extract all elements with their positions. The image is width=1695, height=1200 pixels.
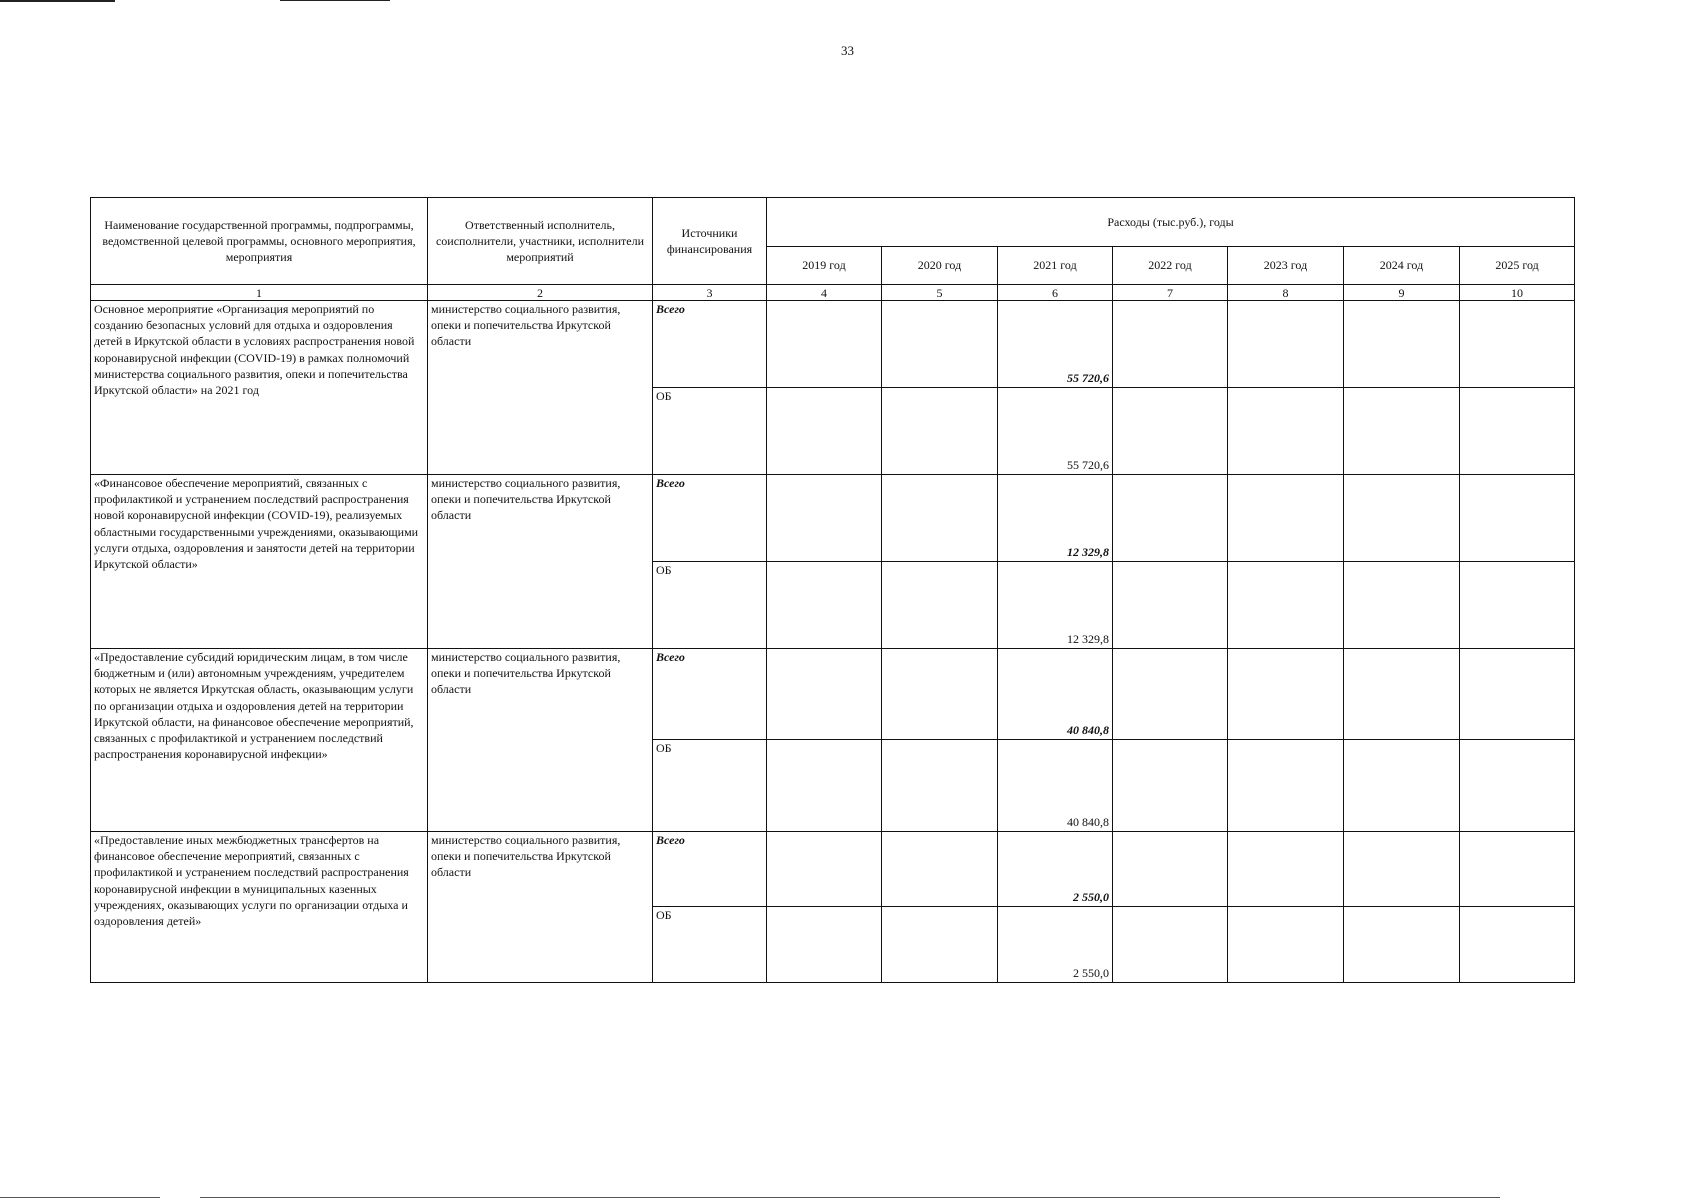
column-number: 8 [1228, 285, 1344, 301]
column-number: 4 [767, 285, 882, 301]
cell-2024 [1344, 740, 1460, 832]
cell-2020 [882, 649, 998, 740]
column-number: 5 [882, 285, 998, 301]
source-ob-label: ОБ [653, 740, 767, 832]
measure-name: «Предоставление иных межбюджетных трансфертов на финансовое обеспечение мероприятий, связанных с профилактикой и устранением последствий распространения коронавирусной инфекции в муниципальных казенных учреждениях, оказывающих услуги по организации отдыха и оздоровления детей» [91, 832, 428, 983]
cell-2022 [1113, 740, 1228, 832]
cell-2022 [1113, 907, 1228, 983]
cell-2020 [882, 388, 998, 475]
source-ob-label: ОБ [653, 562, 767, 649]
cell-2021-total: 40 840,8 [998, 649, 1113, 740]
cell-2023 [1228, 475, 1344, 562]
cell-2021-ob: 2 550,0 [998, 907, 1113, 983]
cell-2022 [1113, 832, 1228, 907]
header-year-2023: 2023 год [1228, 247, 1344, 285]
table-row [91, 649, 1575, 740]
source-total-label: Всего [653, 475, 767, 562]
cell-2024 [1344, 907, 1460, 983]
cell-2021-total: 2 550,0 [998, 832, 1113, 907]
source-total-label: Всего [653, 301, 767, 388]
source-total-label: Всего [653, 832, 767, 907]
cell-2022 [1113, 562, 1228, 649]
cell-2025 [1460, 907, 1575, 983]
cell-2024 [1344, 649, 1460, 740]
responsible-executor: министерство социального развития, опеки и попечительства Иркутской области [428, 832, 653, 983]
cell-2025 [1460, 649, 1575, 740]
cell-2020 [882, 740, 998, 832]
header-year-2025: 2025 год [1460, 247, 1575, 285]
column-number-row [91, 285, 1575, 301]
source-ob-label: ОБ [653, 388, 767, 475]
cell-2020 [882, 907, 998, 983]
cell-2019 [767, 832, 882, 907]
page-number: 33 [841, 43, 854, 58]
column-number: 9 [1344, 285, 1460, 301]
cell-2019 [767, 301, 882, 388]
column-number: 1 [91, 285, 428, 301]
cell-2024 [1344, 562, 1460, 649]
cell-2024 [1344, 832, 1460, 907]
cell-2023 [1228, 740, 1344, 832]
measure-name: «Финансовое обеспечение мероприятий, связанных с профилактикой и устранением последствий распространения новой коронавирусной инфекции (COVID-19), реализуемых областными государственными учреждениями, оказывающими услуги отдыха, оздоровления и занятости детей на территории Иркутской области» [91, 475, 428, 649]
cell-2021-total: 12 329,8 [998, 475, 1113, 562]
scan-bottom-edge-right [200, 1197, 1500, 1198]
cell-2025 [1460, 388, 1575, 475]
column-number: 3 [653, 285, 767, 301]
cell-2025 [1460, 832, 1575, 907]
cell-2022 [1113, 388, 1228, 475]
cell-2020 [882, 475, 998, 562]
responsible-executor: министерство социального развития, опеки и попечительства Иркутской области [428, 649, 653, 832]
cell-2022 [1113, 649, 1228, 740]
cell-2024 [1344, 301, 1460, 388]
budget-table [90, 197, 1575, 983]
cell-2021-total: 55 720,6 [998, 301, 1113, 388]
header-year-2019: 2019 год [767, 247, 882, 285]
column-number: 2 [428, 285, 653, 301]
header-program-name: Наименование государственной программы, подпрограммы, ведомственной целевой программы, основного мероприятия, мероприятия [91, 198, 428, 285]
column-number: 6 [998, 285, 1113, 301]
cell-2020 [882, 832, 998, 907]
cell-2023 [1228, 562, 1344, 649]
responsible-executor: министерство социального развития, опеки и попечительства Иркутской области [428, 301, 653, 475]
cell-2019 [767, 475, 882, 562]
cell-2024 [1344, 388, 1460, 475]
header-year-2022: 2022 год [1113, 247, 1228, 285]
table-row [91, 301, 1575, 388]
cell-2023 [1228, 649, 1344, 740]
cell-2019 [767, 388, 882, 475]
scan-top-edge-left [0, 0, 115, 2]
header-expenses: Расходы (тыс.руб.), годы [767, 198, 1575, 247]
cell-2020 [882, 562, 998, 649]
header-year-2024: 2024 год [1344, 247, 1460, 285]
source-ob-label: ОБ [653, 907, 767, 983]
cell-2023 [1228, 907, 1344, 983]
cell-2024 [1344, 475, 1460, 562]
responsible-executor: министерство социального развития, опеки и попечительства Иркутской области [428, 475, 653, 649]
header-year-2021: 2021 год [998, 247, 1113, 285]
cell-2025 [1460, 475, 1575, 562]
cell-2025 [1460, 301, 1575, 388]
cell-2022 [1113, 475, 1228, 562]
cell-2019 [767, 562, 882, 649]
cell-2020 [882, 301, 998, 388]
cell-2025 [1460, 740, 1575, 832]
table-row [91, 832, 1575, 907]
source-total-label: Всего [653, 649, 767, 740]
cell-2023 [1228, 388, 1344, 475]
cell-2021-ob: 40 840,8 [998, 740, 1113, 832]
cell-2021-ob: 55 720,6 [998, 388, 1113, 475]
cell-2022 [1113, 301, 1228, 388]
cell-2023 [1228, 832, 1344, 907]
cell-2023 [1228, 301, 1344, 388]
cell-2019 [767, 907, 882, 983]
column-number: 10 [1460, 285, 1575, 301]
cell-2019 [767, 740, 882, 832]
cell-2025 [1460, 562, 1575, 649]
table-row [91, 475, 1575, 562]
cell-2021-ob: 12 329,8 [998, 562, 1113, 649]
header-responsible: Ответственный исполнитель, соисполнители, участники, исполнители мероприятий [428, 198, 653, 285]
column-number: 7 [1113, 285, 1228, 301]
scan-top-edge-mid [280, 0, 390, 1]
measure-name: «Предоставление субсидий юридическим лицам, в том числе бюджетным и (или) автономным учреждениям, учредителем которых не является Иркутская область, оказывающим услуги по организации отдыха и оздоровления детей на территории Иркутской области, на финансовое обеспечение мероприятий, связанных с профилактикой и устранением последствий распространения коронавирусной инфекции» [91, 649, 428, 832]
measure-name: Основное мероприятие «Организация мероприятий по созданию безопасных условий для отдыха и оздоровления детей в Иркутской области в условиях распространения новой коронавирусной инфекции (COVID-19) в рамках полномочий министерства социального развития, опеки и попечительства Иркутской области» на 2021 год [91, 301, 428, 475]
cell-2019 [767, 649, 882, 740]
header-year-2020: 2020 год [882, 247, 998, 285]
scan-bottom-edge-left [0, 1197, 160, 1198]
header-sources: Источники финансирования [653, 198, 767, 285]
